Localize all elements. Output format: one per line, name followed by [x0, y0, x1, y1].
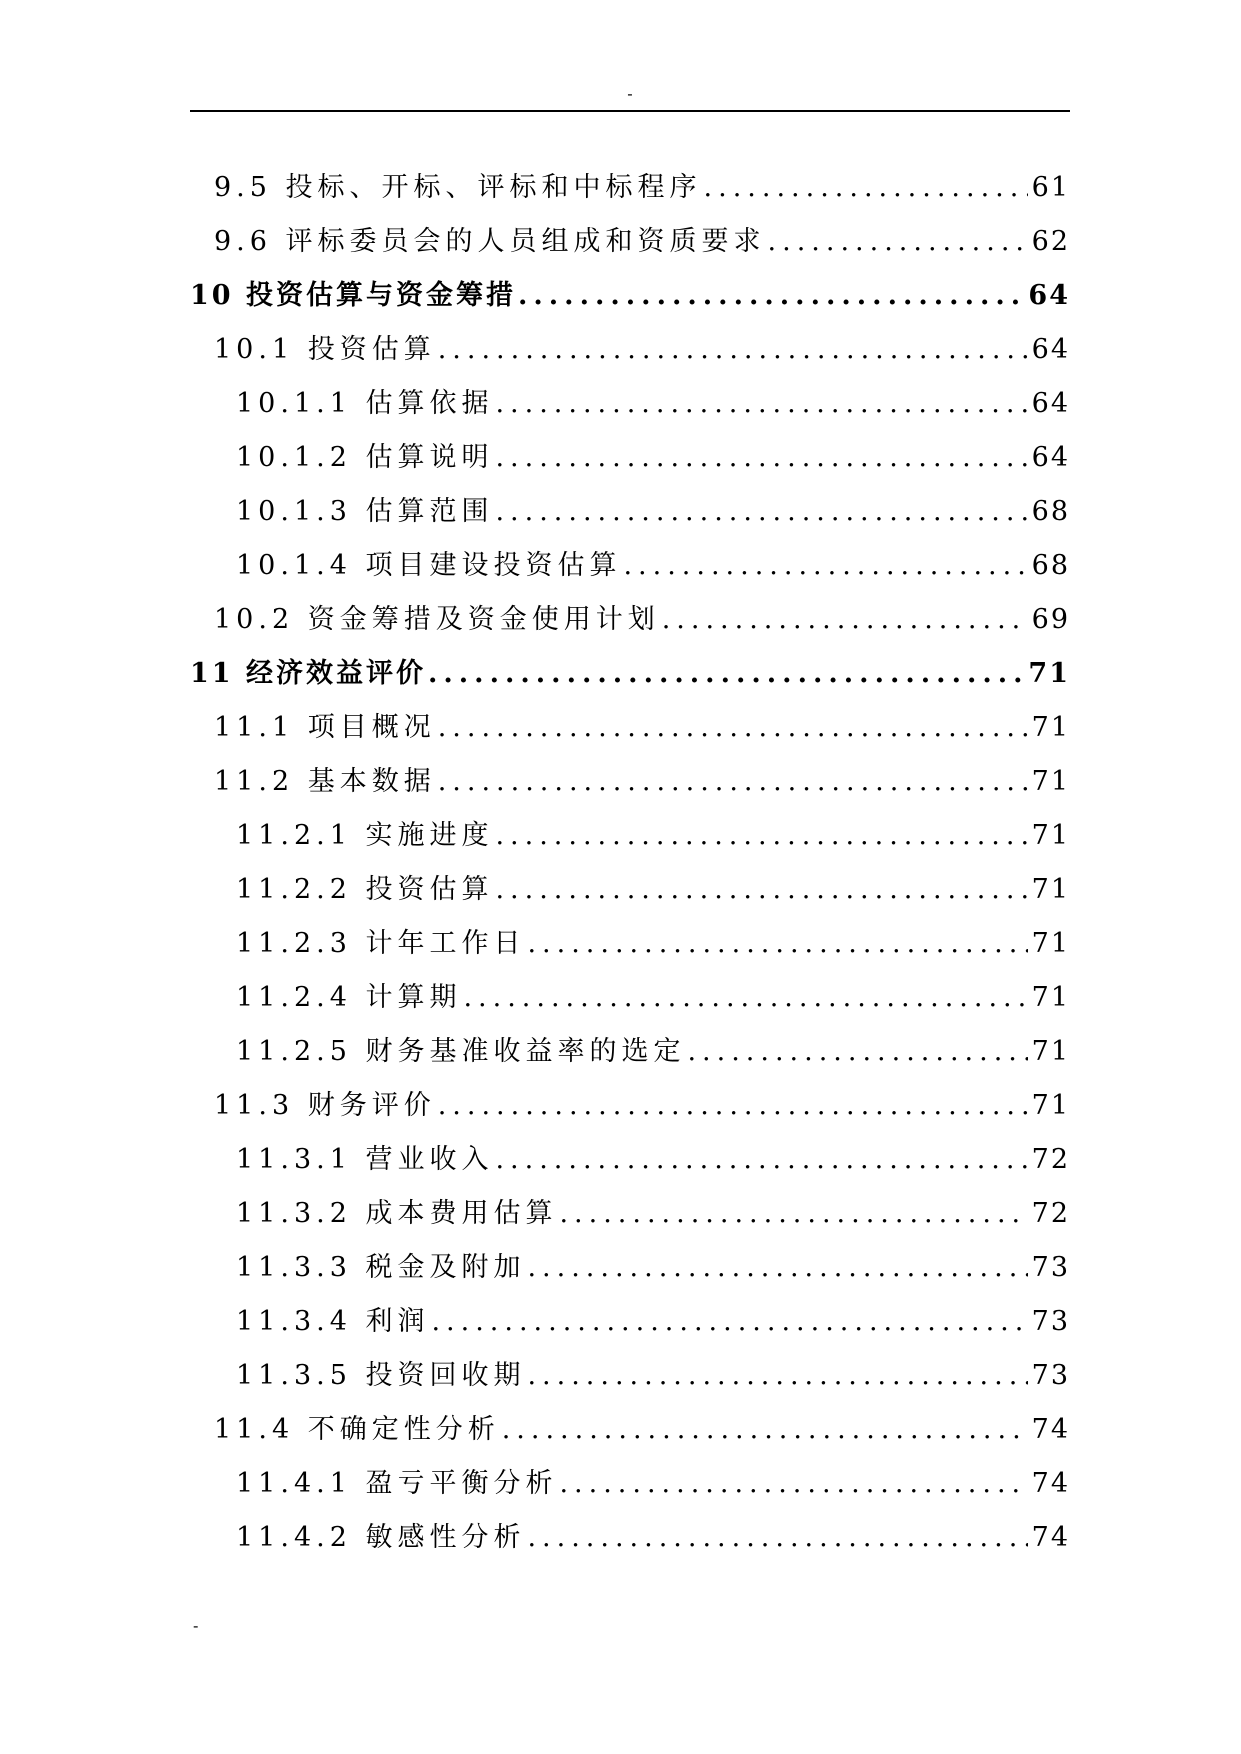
header-mark: - — [627, 84, 633, 103]
toc-entry-title: 11.2.2 投资估算 — [236, 874, 494, 905]
toc-entry[interactable] — [190, 489, 1070, 543]
toc-entry-title: 9.5 投标、开标、评标和中标程序 — [214, 172, 702, 203]
toc-entry[interactable] — [190, 1461, 1070, 1515]
toc-leader-dots — [559, 1198, 1027, 1229]
toc-entry-page: 73 — [1031, 1306, 1070, 1337]
toc-entry-page: 64 — [1028, 280, 1070, 311]
toc-leader-dots — [623, 550, 1027, 581]
toc-leader-dots — [438, 712, 1028, 743]
toc-entry-title: 10.2 资金筹措及资金使用计划 — [214, 604, 660, 635]
toc-leader-dots — [559, 1468, 1027, 1499]
toc-entry[interactable] — [190, 219, 1070, 273]
toc-leader-dots — [431, 1306, 1027, 1337]
toc-leader-dots — [687, 1036, 1027, 1067]
toc-entry[interactable] — [190, 597, 1070, 651]
toc-entry-title: 11 经济效益评价 — [190, 658, 426, 689]
header-rule — [190, 110, 1070, 112]
toc-entry[interactable] — [190, 921, 1070, 975]
toc-leader-dots — [428, 658, 1024, 689]
toc-entry[interactable] — [190, 1137, 1070, 1191]
toc-entry-title: 11.3 财务评价 — [214, 1090, 436, 1121]
toc-entry-title: 11.4 不确定性分析 — [214, 1414, 500, 1445]
toc-leader-dots — [495, 388, 1027, 419]
toc-leader-dots — [704, 172, 1028, 203]
toc-leader-dots — [768, 226, 1028, 257]
toc-entry-title: 10.1.2 估算说明 — [236, 442, 494, 473]
toc-entry-page: 62 — [1031, 226, 1070, 257]
toc-entry[interactable] — [190, 759, 1070, 813]
toc-entry-page: 72 — [1031, 1198, 1070, 1229]
toc-entry-page: 68 — [1031, 496, 1070, 527]
toc-leader-dots — [527, 928, 1027, 959]
toc-leader-dots — [463, 982, 1027, 1013]
toc-entry[interactable] — [190, 273, 1070, 327]
toc-entry-title: 11.1 项目概况 — [214, 712, 436, 743]
toc-entry-page: 72 — [1031, 1144, 1070, 1175]
toc-entry-title: 10.1.3 估算范围 — [236, 496, 494, 527]
toc-entry[interactable] — [190, 1407, 1070, 1461]
toc-entry-title: 11.4.1 盈亏平衡分析 — [236, 1468, 558, 1499]
toc-leader-dots — [495, 1144, 1027, 1175]
toc-entry[interactable] — [190, 1515, 1070, 1569]
toc-entry[interactable] — [190, 381, 1070, 435]
toc-entry-title: 11.3.4 利润 — [236, 1306, 430, 1337]
toc-entry-title: 11.2.3 计年工作日 — [236, 928, 526, 959]
toc-entry-title: 10.1.4 项目建设投资估算 — [236, 550, 622, 581]
toc-entry-page: 71 — [1031, 982, 1070, 1013]
toc-entry[interactable] — [190, 1353, 1070, 1407]
toc-entry[interactable] — [190, 543, 1070, 597]
toc-entry[interactable] — [190, 1299, 1070, 1353]
toc-leader-dots — [438, 766, 1028, 797]
toc-entry-page: 71 — [1028, 658, 1070, 689]
toc-entry-page: 73 — [1031, 1360, 1070, 1391]
toc-entry-page: 64 — [1031, 388, 1070, 419]
toc-entry[interactable] — [190, 1083, 1070, 1137]
toc-entry-title: 11.2.5 财务基准收益率的选定 — [236, 1036, 686, 1067]
toc-entry-page: 73 — [1031, 1252, 1070, 1283]
toc-leader-dots — [438, 1090, 1028, 1121]
toc-entry-title: 11.3.3 税金及附加 — [236, 1252, 526, 1283]
toc-entry-page: 71 — [1031, 874, 1070, 905]
table-of-contents — [190, 165, 1070, 1569]
toc-entry-title: 11.3.1 营业收入 — [236, 1144, 494, 1175]
toc-entry-title: 11.3.5 投资回收期 — [236, 1360, 526, 1391]
toc-leader-dots — [527, 1360, 1027, 1391]
toc-entry[interactable] — [190, 1245, 1070, 1299]
toc-entry-page: 71 — [1031, 1090, 1070, 1121]
toc-entry[interactable] — [190, 651, 1070, 705]
toc-leader-dots — [495, 496, 1027, 527]
toc-entry[interactable] — [190, 975, 1070, 1029]
toc-entry-page: 64 — [1031, 442, 1070, 473]
toc-entry[interactable] — [190, 867, 1070, 921]
toc-entry-page: 74 — [1031, 1522, 1070, 1553]
toc-entry-page: 74 — [1031, 1468, 1070, 1499]
toc-leader-dots — [527, 1522, 1027, 1553]
toc-entry[interactable] — [190, 705, 1070, 759]
toc-entry-title: 10.1.1 估算依据 — [236, 388, 494, 419]
toc-entry-title: 11.2.4 计算期 — [236, 982, 462, 1013]
toc-entry-page: 71 — [1031, 820, 1070, 851]
toc-leader-dots — [502, 1414, 1028, 1445]
toc-entry-title: 11.4.2 敏感性分析 — [236, 1522, 526, 1553]
toc-entry[interactable] — [190, 813, 1070, 867]
toc-leader-dots — [527, 1252, 1027, 1283]
toc-entry[interactable] — [190, 1191, 1070, 1245]
toc-leader-dots — [518, 280, 1024, 311]
toc-entry-page: 71 — [1031, 712, 1070, 743]
toc-entry-title: 11.3.2 成本费用估算 — [236, 1198, 558, 1229]
toc-leader-dots — [495, 874, 1027, 905]
toc-entry[interactable] — [190, 327, 1070, 381]
toc-leader-dots — [495, 442, 1027, 473]
toc-leader-dots — [495, 820, 1027, 851]
toc-entry-page: 71 — [1031, 766, 1070, 797]
footer-mark: - — [193, 1616, 199, 1635]
toc-leader-dots — [662, 604, 1028, 635]
toc-entry-page: 71 — [1031, 928, 1070, 959]
toc-entry[interactable] — [190, 1029, 1070, 1083]
toc-entry-page: 69 — [1031, 604, 1070, 635]
toc-entry-title: 10.1 投资估算 — [214, 334, 436, 365]
toc-entry-title: 9.6 评标委员会的人员组成和资质要求 — [214, 226, 766, 257]
toc-leader-dots — [438, 334, 1028, 365]
toc-entry[interactable] — [190, 165, 1070, 219]
toc-entry-page: 71 — [1031, 1036, 1070, 1067]
toc-entry[interactable] — [190, 435, 1070, 489]
toc-entry-title: 11.2 基本数据 — [214, 766, 436, 797]
toc-entry-page: 74 — [1031, 1414, 1070, 1445]
toc-entry-page: 64 — [1031, 334, 1070, 365]
toc-entry-page: 68 — [1031, 550, 1070, 581]
toc-entry-title: 10 投资估算与资金筹措 — [190, 280, 516, 311]
toc-entry-title: 11.2.1 实施进度 — [236, 820, 494, 851]
toc-entry-page: 61 — [1031, 172, 1070, 203]
